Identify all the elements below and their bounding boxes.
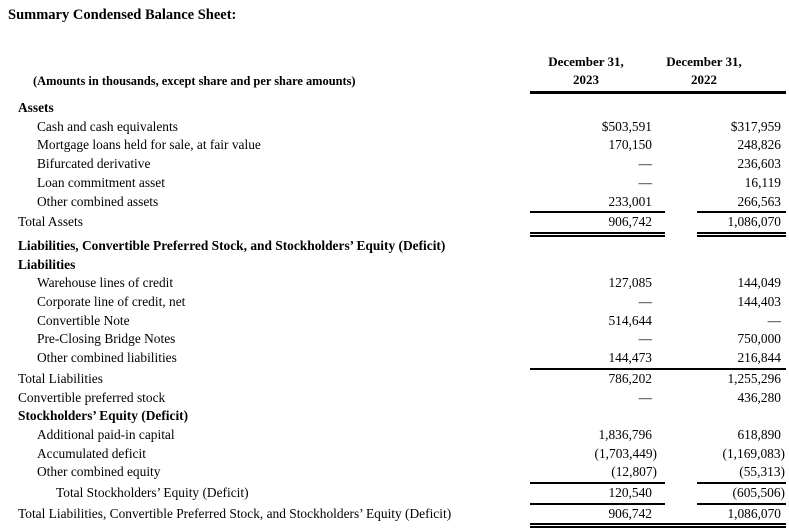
row-values bbox=[530, 370, 786, 389]
row-label: Total Liabilities, Convertible Preferred Stock, and Stockholders’ Equity (Deficit) bbox=[18, 505, 452, 521]
column-gap bbox=[665, 118, 697, 137]
value-2023: $503,591 bbox=[601, 118, 652, 134]
table-row bbox=[8, 505, 786, 529]
value-2023 bbox=[530, 256, 665, 275]
column-gap bbox=[665, 445, 697, 464]
table-row bbox=[8, 99, 786, 118]
value-2022: (1,169,083) bbox=[722, 445, 785, 461]
column-gap bbox=[665, 349, 697, 368]
value-2022: 16,119 bbox=[744, 174, 781, 190]
table-row bbox=[8, 256, 786, 275]
row-label: Loan commitment asset bbox=[37, 174, 165, 190]
row-values bbox=[530, 389, 786, 408]
value-2023 bbox=[530, 407, 665, 426]
column-gap bbox=[665, 484, 697, 505]
row-values bbox=[530, 484, 786, 505]
row-values bbox=[530, 237, 786, 256]
row-label: Assets bbox=[18, 100, 54, 115]
column-gap bbox=[665, 174, 697, 193]
value-2022: (605,506) bbox=[697, 484, 786, 505]
column-gap bbox=[665, 136, 697, 155]
value-2022: 236,603 bbox=[737, 156, 781, 172]
value-2022 bbox=[697, 99, 786, 118]
value-2023: — bbox=[638, 294, 652, 310]
row-values bbox=[530, 136, 786, 155]
value-2022 bbox=[697, 237, 786, 256]
value-2023: 127,085 bbox=[608, 275, 652, 291]
column-gap bbox=[665, 155, 697, 174]
row-values bbox=[530, 293, 786, 312]
value-2022: $317,959 bbox=[730, 118, 781, 134]
row-values bbox=[530, 407, 786, 426]
column-header-2022-label: December 31, bbox=[666, 54, 742, 69]
row-label: Stockholders’ Equity (Deficit) bbox=[18, 408, 189, 424]
table-row bbox=[8, 174, 786, 193]
value-2022: 1,086,070 bbox=[697, 213, 786, 237]
value-2022: 1,255,296 bbox=[727, 370, 781, 386]
column-header-2022 bbox=[644, 53, 764, 91]
column-gap bbox=[665, 370, 697, 389]
row-values bbox=[530, 426, 786, 445]
table-row bbox=[8, 155, 786, 174]
row-values bbox=[530, 193, 786, 214]
column-gap bbox=[665, 293, 697, 312]
table-row bbox=[8, 445, 786, 464]
row-values bbox=[530, 174, 786, 193]
value-2023: (12,807) bbox=[530, 463, 665, 484]
table-row bbox=[8, 349, 786, 370]
column-gap bbox=[665, 237, 697, 256]
column-gap bbox=[665, 312, 697, 331]
table-row bbox=[8, 389, 786, 408]
row-label: Bifurcated derivative bbox=[37, 156, 151, 172]
row-values bbox=[530, 274, 786, 293]
table-row bbox=[8, 484, 786, 505]
table-body bbox=[8, 99, 786, 528]
value-2023 bbox=[530, 99, 665, 118]
table-row bbox=[8, 118, 786, 137]
row-values bbox=[530, 155, 786, 174]
table-row bbox=[8, 463, 786, 484]
column-header-2023-year: 2023 bbox=[573, 72, 599, 87]
row-label: Other combined equity bbox=[37, 464, 161, 480]
row-label: Pre-Closing Bridge Notes bbox=[37, 331, 176, 347]
value-2022 bbox=[697, 407, 786, 426]
column-gap bbox=[665, 330, 697, 349]
value-2023: 906,742 bbox=[608, 505, 652, 521]
row-values bbox=[530, 99, 786, 118]
row-label: Additional paid-in capital bbox=[37, 426, 175, 442]
column-gap bbox=[665, 505, 697, 524]
table-row bbox=[8, 213, 786, 237]
value-2022: 216,844 bbox=[737, 350, 781, 366]
row-values bbox=[530, 213, 786, 237]
row-label: Convertible Note bbox=[37, 312, 130, 328]
row-label: Liabilities bbox=[18, 256, 76, 272]
row-values bbox=[530, 505, 786, 529]
value-2022: (55,313) bbox=[697, 463, 786, 484]
row-label: Other combined liabilities bbox=[37, 350, 177, 366]
column-gap bbox=[665, 99, 697, 118]
value-2022: 618,890 bbox=[737, 426, 781, 442]
row-values bbox=[530, 118, 786, 137]
value-2023: 120,540 bbox=[530, 484, 665, 505]
table-row bbox=[8, 237, 786, 256]
row-label: Total Stockholders’ Equity (Deficit) bbox=[56, 485, 249, 501]
value-2023: 144,473 bbox=[608, 350, 652, 366]
row-values bbox=[530, 330, 786, 349]
value-2023: 786,202 bbox=[608, 370, 652, 386]
value-2023: — bbox=[638, 389, 652, 405]
column-gap bbox=[665, 213, 697, 237]
value-2023: 233,001 bbox=[530, 193, 665, 214]
row-label: Other combined assets bbox=[37, 193, 159, 209]
value-2023: — bbox=[638, 174, 652, 190]
value-2022: 436,280 bbox=[737, 389, 781, 405]
row-values bbox=[530, 256, 786, 275]
row-label: Accumulated deficit bbox=[37, 445, 146, 461]
column-header-2023-label: December 31, bbox=[548, 54, 624, 69]
column-gap bbox=[665, 274, 697, 293]
value-2023: 170,150 bbox=[608, 137, 652, 153]
row-label: Convertible preferred stock bbox=[18, 389, 166, 405]
table-header bbox=[8, 53, 786, 94]
column-header-2023 bbox=[530, 53, 642, 91]
table-row bbox=[8, 193, 786, 214]
value-2022 bbox=[697, 256, 786, 275]
value-2023 bbox=[530, 237, 665, 256]
column-header-2022-year: 2022 bbox=[691, 72, 717, 87]
value-2023: 514,644 bbox=[608, 312, 652, 328]
table-row bbox=[8, 330, 786, 349]
row-values bbox=[530, 463, 786, 484]
column-gap bbox=[665, 463, 697, 484]
table-row bbox=[8, 293, 786, 312]
page-title: Summary Condensed Balance Sheet: bbox=[8, 7, 237, 23]
row-label: Total Assets bbox=[18, 214, 83, 230]
value-2023: — bbox=[638, 156, 652, 172]
row-label: Warehouse lines of credit bbox=[37, 275, 174, 291]
value-2022: 144,049 bbox=[737, 275, 781, 291]
row-values bbox=[530, 349, 786, 370]
table-row bbox=[8, 274, 786, 293]
table-row bbox=[8, 407, 786, 426]
value-2023: 1,836,796 bbox=[598, 426, 652, 442]
table-row bbox=[8, 312, 786, 331]
amounts-note: (Amounts in thousands, except share and per share amounts) bbox=[33, 74, 356, 88]
row-label: Liabilities, Convertible Preferred Stock, and Stockholders’ Equity (Deficit) bbox=[18, 237, 446, 253]
row-values bbox=[530, 445, 786, 464]
column-gap bbox=[665, 256, 697, 275]
column-gap bbox=[665, 407, 697, 426]
value-2022: 248,826 bbox=[737, 137, 781, 153]
column-headers bbox=[530, 53, 786, 94]
value-2022: 144,403 bbox=[737, 294, 781, 310]
row-label: Total Liabilities bbox=[18, 370, 103, 386]
value-2023: (1,703,449) bbox=[594, 445, 657, 461]
column-gap bbox=[665, 389, 697, 408]
value-2022: 750,000 bbox=[737, 331, 781, 347]
table-row bbox=[8, 370, 786, 389]
value-2023: — bbox=[638, 331, 652, 347]
value-2022: 266,563 bbox=[697, 193, 786, 214]
value-2022: — bbox=[767, 312, 781, 328]
column-gap bbox=[665, 426, 697, 445]
row-label: Mortgage loans held for sale, at fair value bbox=[37, 137, 261, 153]
row-label: Cash and cash equivalents bbox=[37, 118, 178, 134]
table-row bbox=[8, 136, 786, 155]
value-2023: 906,742 bbox=[530, 213, 665, 237]
table-row bbox=[8, 426, 786, 445]
row-label: Corporate line of credit, net bbox=[37, 294, 186, 310]
value-2022: 1,086,070 bbox=[727, 505, 781, 521]
row-values bbox=[530, 312, 786, 331]
column-gap bbox=[665, 193, 697, 214]
